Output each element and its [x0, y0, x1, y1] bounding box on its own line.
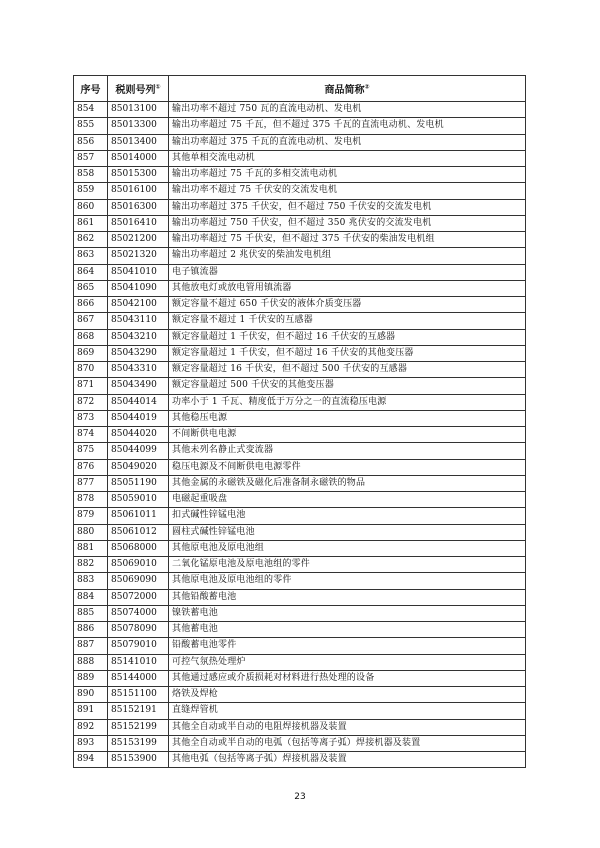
row-name-cell: 镍铁蓄电池: [169, 605, 526, 621]
row-name-cell: 输出功率超过 75 千瓦的多相交流电动机: [169, 167, 526, 183]
footnote-marker-1: ①: [155, 83, 161, 91]
row-name-cell: 其他未列名静止式变流器: [169, 443, 526, 459]
table-header-row: [74, 76, 526, 102]
table-row: [74, 232, 526, 248]
row-seq-cell: 886: [74, 622, 108, 638]
row-name-cell: 不间断供电电源: [169, 427, 526, 443]
row-name-cell: 输出功率超过 2 兆伏安的柴油发电机组: [169, 248, 526, 264]
row-code-cell: 85013100: [108, 102, 169, 118]
row-seq-cell: 868: [74, 329, 108, 345]
table-row: [74, 102, 526, 118]
row-seq-cell: 880: [74, 524, 108, 540]
table-row: [74, 573, 526, 589]
row-name-cell: 输出功率超过 75 千伏安，但不超过 375 千伏安的柴油发电机组: [169, 232, 526, 248]
row-name-cell: 铅酸蓄电池零件: [169, 638, 526, 654]
row-name-cell: 输出功率超过 75 千瓦，但不超过 375 千瓦的直流电动机、发电机: [169, 118, 526, 134]
table-row: [74, 410, 526, 426]
table-row: [74, 654, 526, 670]
row-name-cell: 其他全自动或半自动的电阻焊接机器及装置: [169, 719, 526, 735]
row-name-cell: 功率小于 1 千瓦、精度低于万分之一的直流稳压电源: [169, 394, 526, 410]
table-row: [74, 280, 526, 296]
row-code-cell: 85072000: [108, 589, 169, 605]
row-name-cell: 其他原电池及原电池组: [169, 540, 526, 556]
row-seq-cell: 877: [74, 475, 108, 491]
row-code-cell: 85153199: [108, 735, 169, 751]
row-code-cell: 85014000: [108, 150, 169, 166]
row-name-cell: 输出功率超过 750 千伏安，但不超过 350 兆伏安的交流发电机: [169, 215, 526, 231]
row-seq-cell: 892: [74, 719, 108, 735]
table-row: [74, 605, 526, 621]
row-seq-cell: 866: [74, 297, 108, 313]
row-seq-cell: 854: [74, 102, 108, 118]
table-row: [74, 297, 526, 313]
row-name-cell: 烙铁及焊枪: [169, 687, 526, 703]
table-row: [74, 508, 526, 524]
row-seq-cell: 857: [74, 150, 108, 166]
row-name-cell: 其他稳压电源: [169, 410, 526, 426]
row-code-cell: 85049020: [108, 459, 169, 475]
row-code-cell: 85044099: [108, 443, 169, 459]
table-row: [74, 264, 526, 280]
row-code-cell: 85068000: [108, 540, 169, 556]
table-row: [74, 703, 526, 719]
table-row: [74, 394, 526, 410]
row-name-cell: 可控气氛热处理炉: [169, 654, 526, 670]
row-code-cell: 85079010: [108, 638, 169, 654]
row-code-cell: 85144000: [108, 670, 169, 686]
row-code-cell: 85042100: [108, 297, 169, 313]
table-row: [74, 638, 526, 654]
row-code-cell: 85013300: [108, 118, 169, 134]
row-name-cell: 额定容量超过 16 千伏安，但不超过 500 千伏安的互感器: [169, 362, 526, 378]
table-row: [74, 540, 526, 556]
row-seq-cell: 860: [74, 199, 108, 215]
row-code-cell: 85059010: [108, 492, 169, 508]
table-row: [74, 313, 526, 329]
row-code-cell: 85015300: [108, 167, 169, 183]
header-name: 商品简称②: [169, 76, 526, 102]
row-code-cell: 85016410: [108, 215, 169, 231]
row-seq-cell: 894: [74, 752, 108, 768]
row-seq-cell: 879: [74, 508, 108, 524]
row-name-cell: 稳压电源及不间断供电电源零件: [169, 459, 526, 475]
row-name-cell: 其他电弧（包括等离子弧）焊接机器及装置: [169, 752, 526, 768]
row-code-cell: 85013400: [108, 134, 169, 150]
footnote-marker-2: ②: [364, 83, 370, 91]
table-row: [74, 670, 526, 686]
row-code-cell: 85069090: [108, 573, 169, 589]
row-name-cell: 输出功率不超过 750 瓦的直流电动机、发电机: [169, 102, 526, 118]
table-row: [74, 248, 526, 264]
row-seq-cell: 883: [74, 573, 108, 589]
row-name-cell: 其他铅酸蓄电池: [169, 589, 526, 605]
row-name-cell: 电子镇流器: [169, 264, 526, 280]
table-row: [74, 492, 526, 508]
table-row: [74, 329, 526, 345]
row-name-cell: 输出功率超过 375 千瓦的直流电动机、发电机: [169, 134, 526, 150]
table-row: [74, 735, 526, 751]
row-name-cell: 其他金属的永磁铁及磁化后准备制永磁铁的物品: [169, 475, 526, 491]
row-seq-cell: 871: [74, 378, 108, 394]
row-seq-cell: 865: [74, 280, 108, 296]
row-code-cell: 85152191: [108, 703, 169, 719]
row-name-cell: 输出功率超过 375 千伏安，但不超过 750 千伏安的交流发电机: [169, 199, 526, 215]
header-seq: 序号: [74, 76, 108, 102]
row-seq-cell: 878: [74, 492, 108, 508]
row-code-cell: 85043310: [108, 362, 169, 378]
row-seq-cell: 882: [74, 557, 108, 573]
row-seq-cell: 876: [74, 459, 108, 475]
row-seq-cell: 885: [74, 605, 108, 621]
table-row: [74, 752, 526, 768]
table-row: [74, 557, 526, 573]
row-seq-cell: 889: [74, 670, 108, 686]
table-row: [74, 183, 526, 199]
page-number: 23: [294, 792, 306, 802]
row-code-cell: 85043110: [108, 313, 169, 329]
table-row: [74, 134, 526, 150]
row-code-cell: 85016100: [108, 183, 169, 199]
row-seq-cell: 887: [74, 638, 108, 654]
row-code-cell: 85021200: [108, 232, 169, 248]
row-seq-cell: 875: [74, 443, 108, 459]
row-code-cell: 85151100: [108, 687, 169, 703]
row-seq-cell: 858: [74, 167, 108, 183]
row-code-cell: 85074000: [108, 605, 169, 621]
table-row: [74, 427, 526, 443]
row-code-cell: 85043290: [108, 345, 169, 361]
row-code-cell: 85044014: [108, 394, 169, 410]
row-seq-cell: 872: [74, 394, 108, 410]
row-seq-cell: 891: [74, 703, 108, 719]
row-seq-cell: 888: [74, 654, 108, 670]
row-code-cell: 85043210: [108, 329, 169, 345]
row-name-cell: 额定容量超过 1 千伏安，但不超过 16 千伏安的互感器: [169, 329, 526, 345]
row-name-cell: 扣式碱性锌锰电池: [169, 508, 526, 524]
table-row: [74, 215, 526, 231]
row-name-cell: 二氧化锰原电池及原电池组的零件: [169, 557, 526, 573]
row-seq-cell: 881: [74, 540, 108, 556]
row-seq-cell: 855: [74, 118, 108, 134]
row-seq-cell: 884: [74, 589, 108, 605]
table-row: [74, 687, 526, 703]
row-seq-cell: 861: [74, 215, 108, 231]
row-code-cell: 85152199: [108, 719, 169, 735]
table-row: [74, 622, 526, 638]
row-name-cell: 其他全自动或半自动的电弧（包括等离子弧）焊接机器及装置: [169, 735, 526, 751]
row-seq-cell: 859: [74, 183, 108, 199]
table-row: [74, 167, 526, 183]
row-name-cell: 额定容量超过 1 千伏安，但不超过 16 千伏安的其他变压器: [169, 345, 526, 361]
row-seq-cell: 869: [74, 345, 108, 361]
row-code-cell: 85041010: [108, 264, 169, 280]
row-seq-cell: 873: [74, 410, 108, 426]
row-name-cell: 输出功率不超过 75 千伏安的交流发电机: [169, 183, 526, 199]
table-row: [74, 118, 526, 134]
table-row: [74, 378, 526, 394]
table-body: [74, 102, 526, 768]
table-row: [74, 719, 526, 735]
row-seq-cell: 856: [74, 134, 108, 150]
table-row: [74, 475, 526, 491]
row-name-cell: 直缝焊管机: [169, 703, 526, 719]
row-name-cell: 其他单相交流电动机: [169, 150, 526, 166]
row-code-cell: 85069010: [108, 557, 169, 573]
row-code-cell: 85153900: [108, 752, 169, 768]
row-code-cell: 85044019: [108, 410, 169, 426]
row-name-cell: 其他放电灯或放电管用镇流器: [169, 280, 526, 296]
row-name-cell: 其他蓄电池: [169, 622, 526, 638]
row-code-cell: 85043490: [108, 378, 169, 394]
row-seq-cell: 863: [74, 248, 108, 264]
row-name-cell: 其他原电池及原电池组的零件: [169, 573, 526, 589]
row-code-cell: 85141010: [108, 654, 169, 670]
row-code-cell: 85051190: [108, 475, 169, 491]
row-code-cell: 85041090: [108, 280, 169, 296]
table-row: [74, 345, 526, 361]
row-seq-cell: 893: [74, 735, 108, 751]
row-code-cell: 85061012: [108, 524, 169, 540]
header-code: 税则号列①: [108, 76, 169, 102]
row-name-cell: 额定容量不超过 650 千伏安的液体介质变压器: [169, 297, 526, 313]
table-row: [74, 524, 526, 540]
row-name-cell: 额定容量不超过 1 千伏安的互感器: [169, 313, 526, 329]
row-name-cell: 其他通过感应或介质损耗对材料进行热处理的设备: [169, 670, 526, 686]
table-row: [74, 443, 526, 459]
row-code-cell: 85016300: [108, 199, 169, 215]
row-code-cell: 85044020: [108, 427, 169, 443]
table-row: [74, 362, 526, 378]
row-seq-cell: 862: [74, 232, 108, 248]
row-seq-cell: 874: [74, 427, 108, 443]
row-seq-cell: 890: [74, 687, 108, 703]
table-row: [74, 150, 526, 166]
tariff-table: [73, 75, 526, 768]
row-name-cell: 额定容量超过 500 千伏安的其他变压器: [169, 378, 526, 394]
row-seq-cell: 864: [74, 264, 108, 280]
table-row: [74, 199, 526, 215]
row-seq-cell: 870: [74, 362, 108, 378]
row-name-cell: 电磁起重吸盘: [169, 492, 526, 508]
table-row: [74, 589, 526, 605]
row-code-cell: 85021320: [108, 248, 169, 264]
table-row: [74, 459, 526, 475]
row-seq-cell: 867: [74, 313, 108, 329]
row-name-cell: 圆柱式碱性锌锰电池: [169, 524, 526, 540]
row-code-cell: 85061011: [108, 508, 169, 524]
row-code-cell: 85078090: [108, 622, 169, 638]
